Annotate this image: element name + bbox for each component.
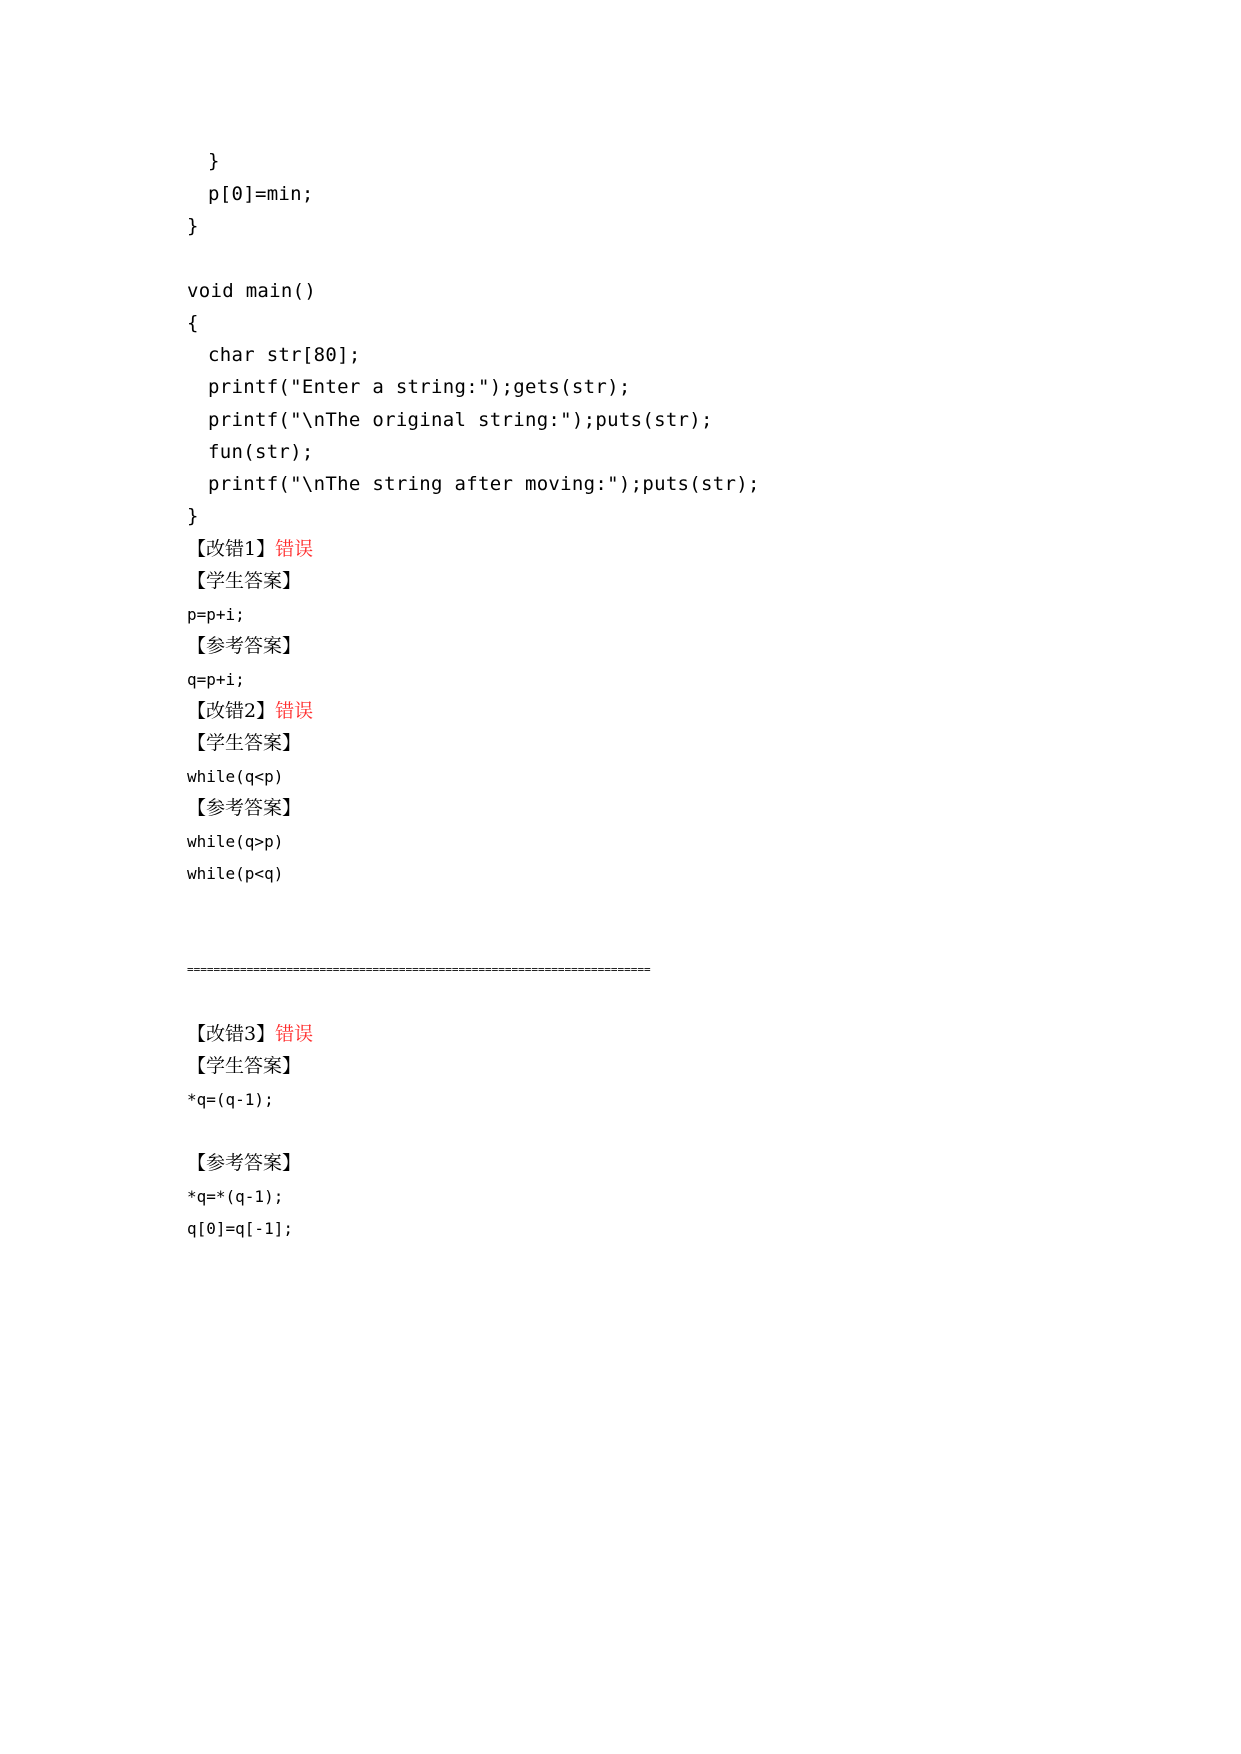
correction-3-reference-label: 【参考答案】 (187, 1152, 302, 1174)
code-line-call-fun: fun(str); (208, 441, 314, 463)
correction-2-reference-answer-2: while(p<q) (187, 864, 284, 883)
correction-2-reference-answer-1: while(q>p) (187, 832, 284, 851)
correction-2-student-label: 【学生答案】 (187, 732, 302, 754)
section-separator: ====================================================================== (187, 963, 651, 976)
code-assign-min: p[0]=min; (208, 183, 314, 205)
correction-1-student-label: 【学生答案】 (187, 570, 302, 592)
correction-1-header-row (187, 540, 313, 559)
code-decl-str: char str[80]; (208, 344, 361, 366)
code-close-brace-fun: } (187, 215, 199, 237)
correction-3-reference-answer-2: q[0]=q[-1]; (187, 1219, 293, 1238)
correction-1-reference-answer-1: q=p+i; (187, 670, 245, 689)
code-close-brace-main: } (187, 505, 199, 527)
correction-3-header: 【改错3】 (187, 1023, 276, 1045)
code-close-brace-inner: } (208, 150, 220, 172)
correction-2-reference-label: 【参考答案】 (187, 797, 302, 819)
correction-2-header: 【改错2】 (187, 700, 276, 722)
code-open-brace-main: { (187, 312, 199, 334)
code-line-input: printf("Enter a string:");gets(str); (208, 376, 631, 398)
code-line-print-original: printf("\nThe original string:");puts(str); (208, 409, 713, 431)
correction-3-reference-answer-1: *q=*(q-1); (187, 1187, 284, 1206)
correction-3-header-row (187, 1025, 313, 1044)
correction-1-header: 【改错1】 (187, 538, 276, 560)
correction-3-status: 错误 (275, 1023, 314, 1045)
correction-1-reference-label: 【参考答案】 (187, 635, 302, 657)
correction-2-student-answer: while(q<p) (187, 767, 284, 786)
correction-1-student-answer: p=p+i; (187, 605, 245, 624)
correction-2-header-row (187, 702, 313, 721)
correction-3-student-label: 【学生答案】 (187, 1055, 302, 1077)
correction-2-status: 错误 (275, 700, 314, 722)
correction-1-status: 错误 (275, 538, 314, 560)
code-line-print-after: printf("\nThe string after moving:");puts(str); (208, 473, 760, 495)
correction-3-student-answer: *q=(q-1); (187, 1090, 274, 1109)
code-main-signature: void main() (187, 280, 317, 302)
